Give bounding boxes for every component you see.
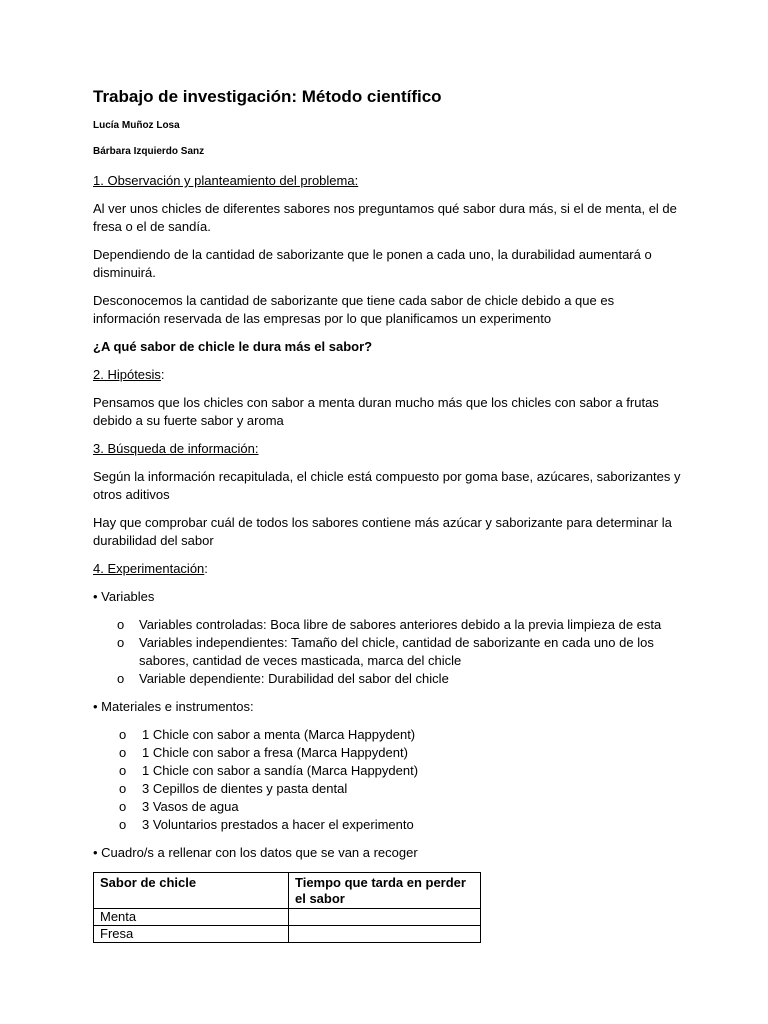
- list-item-text: Variables controladas: Boca libre de sabores anteriores debido a la previa limpieza de esta: [139, 617, 662, 632]
- list-item-text: 3 Vasos de agua: [142, 799, 239, 814]
- variables-list: [93, 616, 683, 688]
- list-marker: o: [119, 763, 127, 778]
- list-item-text: 3 Voluntarios prestados a hacer el experimento: [142, 817, 414, 832]
- author-name: Bárbara Izquierdo Sanz: [93, 146, 205, 157]
- section-4-colon: :: [204, 561, 208, 576]
- list-marker: o: [119, 745, 127, 760]
- list-item: [93, 762, 683, 780]
- table-row: [94, 926, 481, 943]
- section-heading: [93, 172, 683, 190]
- list-item: [93, 670, 683, 688]
- paragraph: Desconocemos la cantidad de saborizante que tiene cada sabor de chicle debido a que es información reservada de las empresas por lo que planificamos un experimento: [93, 293, 615, 326]
- table-cell: Fresa: [94, 926, 289, 943]
- table-header-row: [94, 873, 481, 909]
- section-2-title: 2. Hipótesis: [93, 367, 161, 382]
- materials-label: • Materiales e instrumentos:: [93, 699, 254, 714]
- list-item-text: Variables independientes: Tamaño del chicle, cantidad de saborizante en cada uno de los sabores, cantidad de veces masticada, marca del chicle: [139, 635, 654, 668]
- list-marker: o: [117, 617, 125, 632]
- section-1-title: 1. Observación y planteamiento del problema:: [93, 173, 359, 188]
- author-name: Lucía Muñoz Losa: [93, 120, 180, 131]
- table-intro: • Cuadro/s a rellenar con los datos que se van a recoger: [93, 845, 418, 860]
- table-cell: [289, 909, 481, 926]
- paragraph: Dependiendo de la cantidad de saborizante que le ponen a cada uno, la durabilidad aumentará o disminuirá.: [93, 247, 652, 280]
- document-title: Trabajo de investigación: Método científico: [93, 87, 442, 106]
- section-3-title: 3. Búsqueda de información:: [93, 441, 259, 456]
- table-header-cell: Sabor de chicle: [94, 873, 289, 909]
- research-question: ¿A qué sabor de chicle le dura más el sabor?: [93, 339, 373, 354]
- variables-label: • Variables: [93, 589, 155, 604]
- table-cell: [289, 926, 481, 943]
- section-heading: [93, 560, 683, 578]
- list-item: [93, 798, 683, 816]
- table-header-cell: Tiempo que tarda en perder el sabor: [289, 873, 481, 909]
- section-2-colon: :: [160, 367, 165, 382]
- list-marker: o: [119, 799, 127, 814]
- paragraph: Hay que comprobar cuál de todos los sabores contiene más azúcar y saborizante para determinar la durabilidad del sabor: [93, 515, 672, 548]
- table-cell: Menta: [94, 909, 289, 926]
- paragraph: Según la información recapitulada, el chicle está compuesto por goma base, azúcares, saborizantes y otros aditivos: [93, 469, 681, 502]
- list-item-text: 1 Chicle con sabor a sandía (Marca Happydent): [142, 763, 419, 778]
- list-item-text: 1 Chicle con sabor a fresa (Marca Happydent): [142, 745, 408, 760]
- list-item: [93, 634, 683, 670]
- list-marker: o: [117, 635, 125, 650]
- data-table: [93, 872, 481, 943]
- table-row: [94, 909, 481, 926]
- list-item: [93, 816, 683, 834]
- section-heading: [93, 440, 683, 458]
- section-heading: [93, 366, 683, 384]
- list-marker: o: [119, 781, 127, 796]
- document-page: [93, 86, 683, 943]
- list-item: [93, 616, 683, 634]
- section-4-title: 4. Experimentación: [93, 561, 205, 576]
- list-item-text: 1 Chicle con sabor a menta (Marca Happydent): [142, 727, 416, 742]
- list-marker: o: [119, 727, 127, 742]
- list-item: [93, 744, 683, 762]
- list-marker: o: [119, 817, 127, 832]
- list-item: [93, 780, 683, 798]
- materials-list: [93, 726, 683, 834]
- list-marker: o: [117, 671, 125, 686]
- paragraph: Al ver unos chicles de diferentes sabores nos preguntamos qué sabor dura más, si el de menta, el de fresa o el de sandía.: [93, 201, 677, 234]
- list-item-text: 3 Cepillos de dientes y pasta dental: [142, 781, 348, 796]
- list-item: [93, 726, 683, 744]
- list-item-text: Variable dependiente: Durabilidad del sabor del chicle: [139, 671, 449, 686]
- paragraph: Pensamos que los chicles con sabor a menta duran mucho más que los chicles con sabor a frutas debido a su fuerte sabor y aroma: [93, 395, 659, 428]
